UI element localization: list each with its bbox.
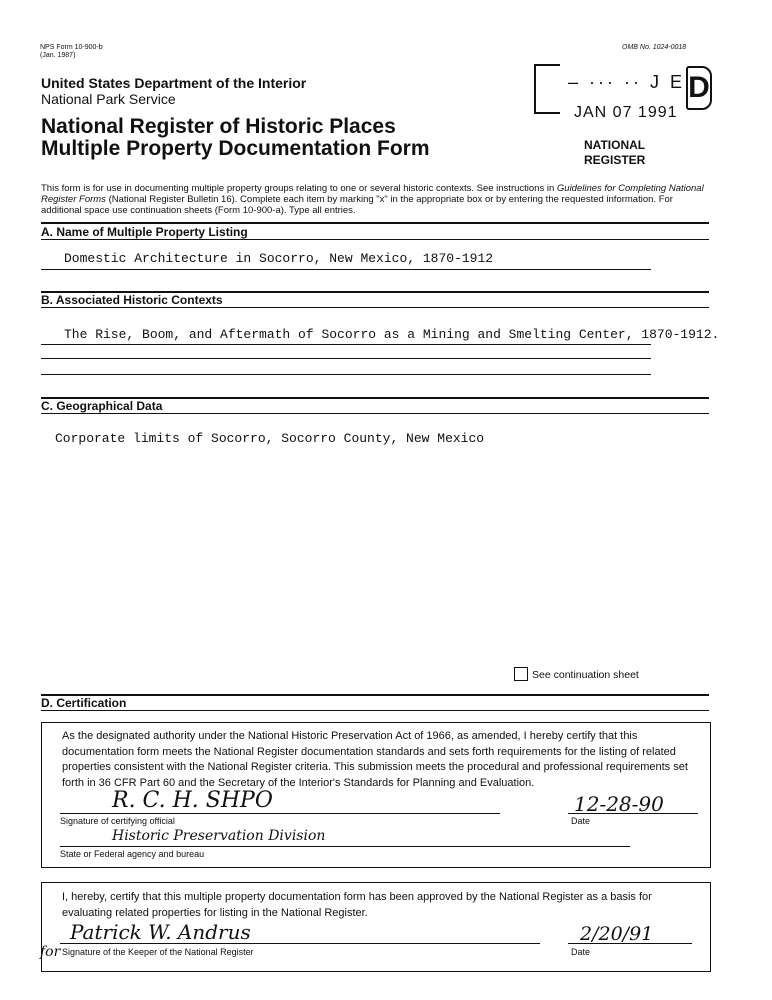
section-b-heading: B. Associated Historic Contexts: [41, 293, 223, 307]
form-title-line2: Multiple Property Documentation Form: [41, 137, 430, 160]
agency-value: Historic Preservation Division: [112, 828, 326, 844]
section-a-entry-line: [41, 269, 651, 270]
agency-line: [60, 846, 630, 847]
keeper-label: Signature of the Keeper of the National Register: [62, 947, 254, 957]
instructions-text: This form is for use in documenting multiple property groups relating to one or several historic contexts. See instructions in Guidelines for Completing National Register Forms (National Register Bulletin 16). Complete each item by marking "x" in the appropriate box or by entering the requested information. For additional space use continuation sheets (Form 10-900-a). Type all entries.: [41, 183, 704, 216]
certification-date-value: 12-28-90: [574, 792, 664, 816]
margin-mark: for: [40, 944, 61, 960]
form-title-line1: National Register of Historic Places: [41, 115, 396, 138]
stamp-letter-d: D: [686, 66, 712, 110]
signature-line: [60, 813, 500, 814]
keeper-signature-line: [60, 943, 540, 944]
keeper-date-label: Date: [571, 947, 591, 957]
section-a-top-rule: [41, 222, 709, 224]
date-line: [568, 813, 698, 814]
stamp-bracket: [534, 64, 560, 114]
agency-label: State or Federal agency and bureau: [60, 849, 205, 859]
section-d-rule: [41, 710, 709, 711]
geographical-data-value: Corporate limits of Socorro, Socorro County, New Mexico: [55, 431, 485, 446]
signature-label: Signature of certifying official: [60, 816, 175, 826]
stamp-national: NATIONAL: [584, 138, 646, 152]
section-d-heading: D. Certification: [41, 696, 127, 710]
multiple-property-name: Domestic Architecture in Socorro, New Mexico, 1870-1912: [64, 251, 494, 266]
section-a-heading: A. Name of Multiple Property Listing: [41, 225, 248, 239]
certifying-signature: R. C. H. SHPO: [112, 788, 273, 813]
department-name: United States Department of the Interior: [41, 75, 307, 91]
omb-number: OMB No. 1024-0018: [622, 44, 687, 51]
section-b-entry-line-1: [41, 344, 651, 345]
keeper-date-line: [568, 943, 692, 944]
section-c-rule: [41, 413, 709, 414]
service-name: National Park Service: [41, 91, 176, 107]
section-c-heading: C. Geographical Data: [41, 399, 163, 413]
section-d-top-rule: [41, 694, 709, 696]
date-label: Date: [571, 816, 591, 826]
keeper-date-value: 2/20/91: [580, 923, 654, 945]
historic-context-value: The Rise, Boom, and Aftermath of Socorro as a Mining and Smelting Center, 1870-1912.: [64, 327, 720, 342]
section-b-entry-line-2: [41, 358, 651, 359]
section-b-rule: [41, 307, 709, 308]
form-date: (Jan. 1987): [40, 52, 76, 59]
section-b-entry-line-3: [41, 374, 651, 375]
keeper-signature: Patrick W. Andrus: [70, 920, 251, 944]
stamp-register: REGISTER: [584, 153, 646, 167]
form-number: NPS Form 10-900-b: [40, 44, 103, 51]
approval-statement: I, hereby, certify that this multiple property documentation form has been approved by the National Register as a basis for evaluating related properties for listing in the National Register.: [62, 891, 652, 919]
section-a-rule: [41, 239, 709, 240]
continuation-sheet-label: See continuation sheet: [532, 669, 639, 681]
certification-statement: As the designated authority under the National Historic Preservation Act of 1966, as amended, I hereby certify that this documentation form meets the National Register documentation standards and sets forth requirements for the listing of related properties consistent with the National Register criteria. This submission meets the procedural and professional requirements set forth in 36 CFR Part 60 and the Secretary of the Interior's Standards for Planning and Evaluation.: [62, 730, 688, 789]
continuation-sheet-checkbox[interactable]: [514, 667, 528, 681]
stamp-received-text: – ··· ·· J E: [568, 72, 685, 92]
stamp-date: JAN 07 1991: [574, 104, 678, 121]
